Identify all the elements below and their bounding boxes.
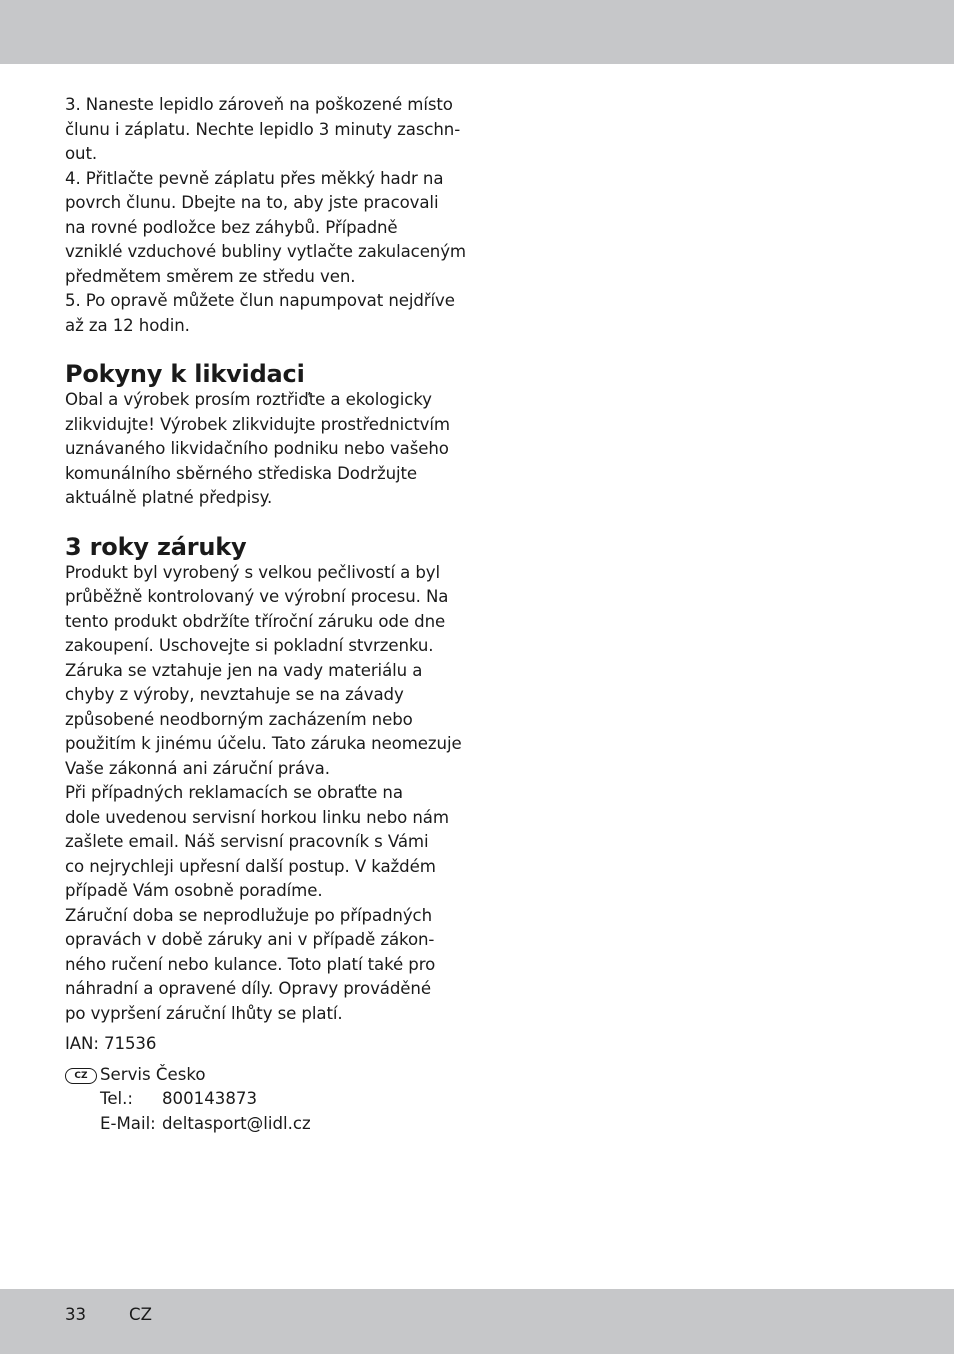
step-3: 3. Naneste lepidlo zároveň na poškozené místo člunu i záplatu. Nechte lepidlo 3 minuty zaschn- out. — [65, 95, 461, 163]
step-4: 4. Přitlačte pevně záplatu přes měkký hadr na povrch člunu. Dbejte na to, aby jste pracovali na rovné podložce bez záhybů. Případně vzniklé vzduchové bubliny vytlačte zakulaceným předmětem směrem ze středu ven. — [65, 168, 466, 286]
cz-country-badge-icon: CZ — [65, 1068, 97, 1084]
content-column — [65, 93, 466, 1137]
warranty-paragraph-2: Při případných reklamacích se obraťte na dole uvedenou servisní horkou linku nebo nám zašlete email. Náš servisní pracovník s Vámi co nejrychleji upřesní další postup. V každém případě Vám osobně poradíme. — [65, 783, 449, 900]
disposal-text: Obal a výrobek prosím roztřiďte a ekologicky zlikvidujte! Výrobek zlikvidujte prostřednictvím uznávaného likvidačního podniku nebo vašeho komunálního sběrného střediska Dodržujte aktuálně platné předpisy. — [65, 390, 450, 507]
service-name: Servis Česko — [100, 1064, 206, 1084]
email-value: deltasport@lidl.cz — [162, 1113, 311, 1133]
page-number: 33 — [65, 1305, 87, 1324]
tel-value: 800143873 — [162, 1089, 258, 1108]
warranty-heading: 3 roky záruky — [65, 532, 247, 561]
disposal-heading: Pokyny k likvidaci — [65, 360, 305, 388]
header-band — [0, 0, 954, 64]
step-5: 5. Po opravě můžete člun napumpovat nejdříve až za 12 hodin. — [65, 291, 455, 335]
ian-number: IAN: 71536 — [65, 1034, 157, 1053]
email-label: E-Mail: — [100, 1113, 156, 1133]
tel-label: Tel.: — [100, 1089, 134, 1108]
warranty-paragraph-1: Produkt byl vyrobený s velkou pečlivostí a byl průběžně kontrolovaný ve výrobní procesu. Na tento produkt obdržíte tříroční záruku ode dne zakoupení. Uschovejte si pokladní stvrzenku. Záruka se vztahuje jen na vady materiálu a chyby z výroby, nevztahuje se na závady způsobené neodborným zacházením nebo použitím k jinému účelu. Tato záruka neomezuje Vaše zákonná ani záruční práva. — [65, 562, 462, 778]
service-contact — [65, 1063, 455, 1137]
warranty-paragraph-3: Záruční doba se neprodlužuje po případných opravách v době záruky ani v případě zákon- ného ručení nebo kulance. Toto platí také pro náhradní a opravené díly. Opravy prováděné po vypršení záruční lhůty se platí. — [65, 905, 436, 1023]
language-code: CZ — [129, 1305, 152, 1324]
